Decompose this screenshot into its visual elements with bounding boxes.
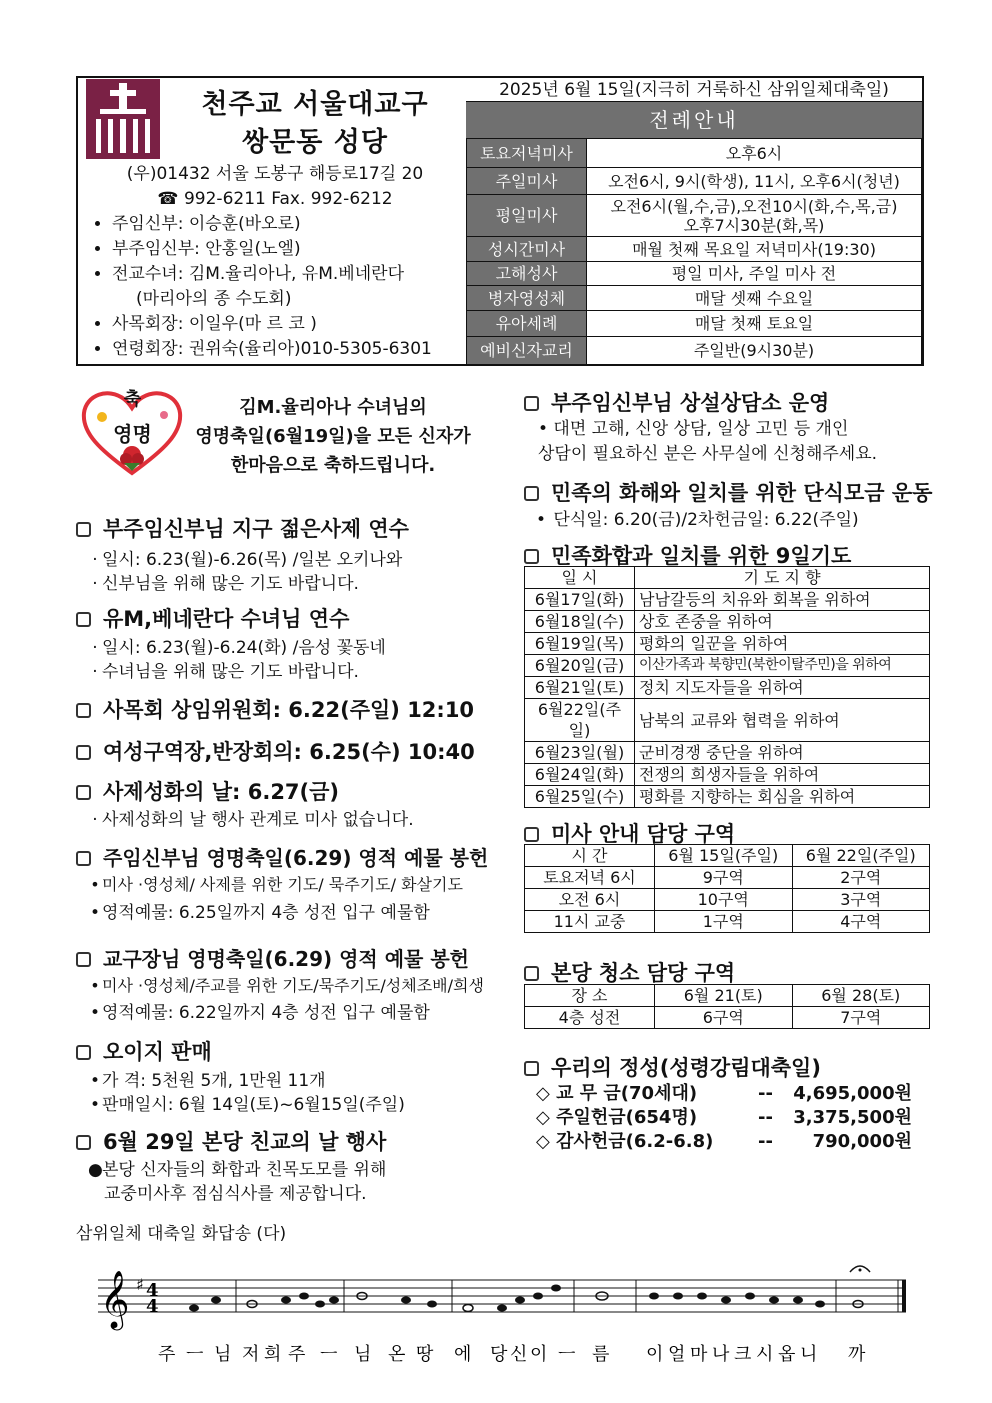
- section-title-text: 미사 안내 담당 구역: [551, 822, 736, 846]
- section-line-text: 신부님을 위해 많은 기도 바랍니다.: [102, 574, 359, 594]
- section-title-text: 교구장님 영명축일(6.29) 영적 예물 봉헌: [103, 947, 469, 971]
- guide-row: [525, 867, 930, 889]
- offering-label: ◇ 감사헌금(6.2-6.8): [536, 1131, 714, 1152]
- section-line: • 미사 ·영성체/ 사제를 위한 기도/ 묵주기도/ 화살기도: [90, 875, 463, 894]
- section-title-text: 6월 29일 본당 친교의 날 행사: [103, 1130, 387, 1154]
- offering-amount: 4,695,000원: [793, 1083, 912, 1104]
- prayer-row: [525, 589, 930, 611]
- offering-dash: --: [758, 1107, 773, 1128]
- celebration-line: 영명축일(6월19일)을 모든 신자가: [195, 426, 471, 447]
- lyric: ㅡ: [558, 1344, 576, 1365]
- staff-item: • 부주임신부: 안홍일(노엘): [112, 237, 460, 262]
- prayer-row: [525, 699, 930, 742]
- prayer-date: 6월21일(토): [525, 677, 635, 699]
- prayer-row: [525, 655, 930, 677]
- mass-value: 오후6시: [587, 139, 922, 168]
- section-title: [524, 477, 932, 507]
- prayer-intention: 평화를 지향하는 회심을 위하여: [635, 786, 930, 808]
- prayer-intention: 평화의 일꾼을 위하여: [635, 633, 930, 655]
- section-line-text: 사제성화의 날 행사 관계로 미사 없습니다.: [102, 810, 414, 830]
- section-title-text: 부주임신부님 지구 젊은사제 연수: [103, 517, 409, 541]
- clean-header-cell: 6월 21(토): [655, 985, 793, 1007]
- church-name-line2: 쌍문동 성당: [242, 127, 388, 158]
- square-bullet-icon: [76, 522, 91, 537]
- lyric: 신: [510, 1344, 528, 1365]
- mass-label: 주일미사: [467, 168, 587, 195]
- square-bullet-icon: [76, 745, 91, 760]
- section-title-text: 주임신부님 영명축일(6.29) 영적 예물 봉헌: [103, 846, 489, 870]
- mass-row: [467, 337, 922, 365]
- section-line: ●본당 신자들의 화합과 친목도모를 위해: [88, 1160, 387, 1180]
- music-staff-svg: [98, 1260, 908, 1370]
- lyric: ㅡ: [186, 1344, 204, 1365]
- celebration-line: 김M.율리아나 수녀님의: [239, 397, 427, 418]
- section-line: 교중미사후 점심식사를 제공합니다.: [104, 1184, 367, 1204]
- section-line-text: 본당 신자들의 화합과 친목도모를 위해: [102, 1160, 387, 1180]
- mass-row: [467, 286, 922, 311]
- staff-item: • 주임신부: 이승훈(바오로): [112, 212, 460, 237]
- mass-value-line: 오전6시(월,수,금),오전10시(화,수,목,금): [610, 196, 898, 216]
- section-title-text: 사목회 상임위원회: 6.22(주일) 12:10: [103, 698, 475, 722]
- guide-cell: 토요저녁 6시: [525, 867, 655, 889]
- guide-row: [525, 889, 930, 911]
- section-line: · 일시: 6.23(월)-6.24(화) /음성 꽃동네: [92, 638, 386, 658]
- mass-guide-table: [524, 844, 930, 933]
- mass-value: 매달 셋째 수요일: [587, 286, 922, 311]
- prayer-table: [524, 566, 930, 808]
- lyric: 에: [454, 1344, 472, 1365]
- section-title: [76, 943, 469, 972]
- guide-cell: 9구역: [655, 867, 793, 889]
- square-bullet-icon: [76, 1045, 91, 1060]
- lyric: 름: [592, 1344, 610, 1365]
- section-title-text: 민족화합과 일치를 위한 9일기도: [551, 544, 852, 568]
- lyric: ㅡ: [320, 1344, 338, 1365]
- prayer-header-cell: 기 도 지 향: [635, 567, 930, 589]
- staff-item: • 연령회장: 권위숙(율리아)010-5305-6301: [112, 337, 460, 362]
- prayer-intention: 이산가족과 북향민(북한이탈주민)을 위하여: [635, 655, 930, 677]
- square-bullet-icon: [76, 851, 91, 866]
- lyric: 나: [712, 1344, 730, 1365]
- guide-cell: 1구역: [655, 911, 793, 933]
- heart-badge-bottom: 영명: [113, 422, 152, 446]
- svg-text:4: 4: [146, 1296, 159, 1317]
- section-title-text: 부주임신부님 상설상담소 운영: [551, 391, 830, 415]
- section-line-text: 미사 ·영성체/ 사제를 위한 기도/ 묵주기도/ 화살기도: [102, 875, 463, 894]
- section-title: [76, 694, 474, 724]
- lyric: 당: [490, 1344, 508, 1365]
- guide-cell: 10구역: [655, 889, 793, 911]
- square-bullet-icon: [524, 827, 539, 842]
- offering-dash: --: [758, 1131, 773, 1152]
- mass-row: [467, 139, 922, 168]
- section-line: · 일시: 6.23(월)-6.26(목) /일본 오키나와: [92, 550, 403, 570]
- celebration-line: 한마음으로 축하드립니다.: [230, 455, 436, 476]
- square-bullet-icon: [524, 549, 539, 564]
- lyric: 온: [388, 1344, 406, 1365]
- guide-cell: 3구역: [792, 889, 930, 911]
- prayer-date: 6월18일(수): [525, 611, 635, 633]
- square-bullet-icon: [76, 785, 91, 800]
- section-title: [524, 1052, 821, 1082]
- mass-label: 예비신자교리: [467, 337, 587, 365]
- church-address: (우)01432 서울 도봉구 해등로17길 20: [126, 164, 424, 184]
- mass-label: 토요저녁미사: [467, 139, 587, 168]
- mass-value: [587, 195, 922, 237]
- clean-header-cell: 장 소: [525, 985, 655, 1007]
- prayer-row: [525, 611, 930, 633]
- guide-cell: 4구역: [792, 911, 930, 933]
- svg-text:♯: ♯: [136, 1275, 144, 1294]
- prayer-header-row: [525, 567, 930, 589]
- offering-amount: 3,375,500원: [793, 1107, 912, 1128]
- prayer-date: 6월19일(목): [525, 633, 635, 655]
- prayer-row: [525, 742, 930, 764]
- section-line: • 단식일: 6.20(금)/2차헌금일: 6.22(주일): [535, 510, 859, 530]
- mass-row: [467, 237, 922, 262]
- clean-cell: 6구역: [655, 1007, 793, 1029]
- mass-schedule-table: [466, 138, 922, 365]
- section-title-text: 유M,베네란다 수녀님 연수: [103, 607, 350, 631]
- lyric: 저: [242, 1344, 260, 1365]
- section-line-text: 수녀님을 위해 많은 기도 바랍니다.: [102, 662, 359, 682]
- mass-row: [467, 195, 922, 237]
- prayer-intention: 정치 지도자들을 위하여: [635, 677, 930, 699]
- square-bullet-icon: [524, 966, 539, 981]
- section-title: [76, 776, 339, 806]
- prayer-row: [525, 677, 930, 699]
- lyric: 까: [848, 1344, 866, 1365]
- lyric: 이: [646, 1344, 664, 1365]
- prayer-intention: 남남갈등의 치유와 회복을 위하여: [635, 589, 930, 611]
- section-title-text: 우리의 정성(성령강림대축일): [551, 1056, 821, 1080]
- lyric: 님: [214, 1344, 232, 1365]
- section-title: [524, 957, 735, 987]
- lyric: 땅: [416, 1344, 434, 1365]
- section-line-text: 영적예물: 6.25일까지 4층 성전 입구 예물함: [102, 903, 430, 923]
- section-title: [76, 603, 349, 633]
- prayer-date: 6월24일(화): [525, 764, 635, 786]
- guide-cell: 11시 교중: [525, 911, 655, 933]
- mass-row: [467, 311, 922, 337]
- lyric: 크: [734, 1344, 752, 1365]
- mass-label: 성시간미사: [467, 237, 587, 262]
- guide-cell: 오전 6시: [525, 889, 655, 911]
- clean-header-row: [525, 985, 930, 1007]
- section-line: · 사제성화의 날 행사 관계로 미사 없습니다.: [92, 810, 414, 830]
- svg-text:4: 4: [146, 1280, 159, 1301]
- section-line: 상담이 필요하신 분은 사무실에 신청해주세요.: [538, 444, 878, 464]
- lyric: 니: [800, 1344, 818, 1365]
- guide-header-row: [525, 845, 930, 867]
- church-phone: ☎ 992-6211 Fax. 992-6212: [157, 189, 393, 209]
- section-title: [76, 842, 488, 871]
- section-line: • 영적예물: 6.22일까지 4층 성전 입구 예물함: [89, 1003, 430, 1023]
- section-line-text: 일시: 6.23(월)-6.26(목) /일본 오키나와: [102, 550, 403, 570]
- section-line: • 가 격: 5천원 5개, 1만원 11개: [89, 1071, 326, 1091]
- heart-badge: [80, 385, 185, 480]
- music-score: [98, 1260, 908, 1370]
- lyric: 주: [158, 1344, 176, 1365]
- staff-item: • 사목회장: 이일우(마 르 코 ): [112, 312, 460, 337]
- section-line-text: 가 격: 5천원 5개, 1만원 11개: [102, 1071, 326, 1091]
- prayer-intention: 상호 존중을 위하여: [635, 611, 930, 633]
- offering-label: ◇ 주일헌금(654명): [536, 1107, 698, 1128]
- clean-header-cell: 6월 28(토): [792, 985, 930, 1007]
- section-line-text: 판매일시: 6월 14일(토)~6월15일(주일): [102, 1095, 405, 1115]
- offering-amount: 790,000원: [812, 1131, 912, 1152]
- celebration-message: [188, 393, 478, 480]
- section-title-text: 민족의 화해와 일치를 위한 단식모금 운동: [551, 481, 933, 505]
- lyric: 이: [530, 1344, 548, 1365]
- lyric: 마: [690, 1344, 708, 1365]
- section-line: • 영적예물: 6.25일까지 4층 성전 입구 예물함: [89, 903, 430, 923]
- offering-row: [536, 1106, 916, 1130]
- mass-label: 유아세례: [467, 311, 587, 337]
- guide-header-cell: 6월 15일(주일): [655, 845, 793, 867]
- section-title-text: 여성구역장,반장회의: 6.25(수) 10:40: [103, 740, 475, 764]
- square-bullet-icon: [524, 396, 539, 411]
- liturgy-date: 2025년 6월 15일(지극히 거룩하신 삼위일체대축일): [466, 78, 922, 102]
- prayer-date: 6월23일(월): [525, 742, 635, 764]
- offering-dash: --: [758, 1083, 773, 1104]
- prayer-date: 6월20일(금): [525, 655, 635, 677]
- song-title: 삼위일체 대축일 화답송 (다): [76, 1224, 287, 1244]
- staff-item: • 전교수녀: 김M.율리아나, 유M.베네란다: [112, 262, 460, 287]
- section-title-text: 본당 청소 담당 구역: [551, 961, 736, 985]
- guide-header-cell: 6월 22일(주일): [792, 845, 930, 867]
- guide-cell: 2구역: [792, 867, 930, 889]
- church-name: [170, 86, 460, 162]
- svg-text:𝄞: 𝄞: [100, 1270, 130, 1328]
- square-bullet-icon: [76, 952, 91, 967]
- prayer-row: [525, 764, 930, 786]
- prayer-row: [525, 633, 930, 655]
- staff-list: [90, 212, 460, 362]
- mass-value-line: 오후7시30분(화,목): [683, 215, 825, 235]
- section-line-text: 미사 ·영성체/주교를 위한 기도/묵주기도/성체조배/희생: [102, 976, 484, 995]
- section-title-text: 오이지 판매: [103, 1040, 212, 1064]
- clean-row: [525, 1007, 930, 1029]
- square-bullet-icon: [524, 486, 539, 501]
- mass-label: 평일미사: [467, 195, 587, 237]
- church-logo: [86, 79, 160, 159]
- lyric: 시: [756, 1344, 774, 1365]
- offering-label: ◇ 교 무 금(70세대): [536, 1083, 698, 1104]
- clean-cell: 4층 성전: [525, 1007, 655, 1029]
- prayer-date: 6월22일(주일): [525, 699, 635, 742]
- square-bullet-icon: [76, 612, 91, 627]
- lyric: 희: [264, 1344, 282, 1365]
- section-line-text: 일시: 6.23(월)-6.24(화) /음성 꽃동네: [102, 638, 386, 658]
- prayer-row: [525, 786, 930, 808]
- liturgy-title: 전례안내: [466, 102, 922, 138]
- square-bullet-icon: [76, 703, 91, 718]
- mass-value: 오전6시, 9시(학생), 11시, 오후6시(청년): [587, 168, 922, 195]
- section-line: · 수녀님을 위해 많은 기도 바랍니다.: [92, 662, 359, 682]
- section-line: • 미사 ·영성체/주교를 위한 기도/묵주기도/성체조배/희생: [90, 976, 484, 995]
- heart-badge-top: 축: [123, 389, 142, 410]
- prayer-header-cell: 일 시: [525, 567, 635, 589]
- section-title: [76, 1036, 212, 1066]
- prayer-date: 6월25일(수): [525, 786, 635, 808]
- section-title: [524, 387, 829, 417]
- mass-label: 병자영성체: [467, 286, 587, 311]
- prayer-intention: 군비경쟁 중단을 위하여: [635, 742, 930, 764]
- mass-row: [467, 262, 922, 286]
- section-line-text: 영적예물: 6.22일까지 4층 성전 입구 예물함: [102, 1003, 430, 1023]
- offering-row: [536, 1082, 916, 1106]
- clean-cell: 7구역: [792, 1007, 930, 1029]
- guide-header-cell: 시 간: [525, 845, 655, 867]
- guide-row: [525, 911, 930, 933]
- section-line: · 신부님을 위해 많은 기도 바랍니다.: [92, 574, 359, 594]
- song-lyrics: [158, 1344, 866, 1365]
- staff-sub-note: (마리아의 종 수도회): [136, 289, 292, 309]
- section-title: [76, 1126, 386, 1156]
- offerings-list: [536, 1082, 916, 1154]
- prayer-intention: 전쟁의 희생자들을 위하여: [635, 764, 930, 786]
- section-title: [76, 736, 475, 766]
- lyric: 주: [288, 1344, 306, 1365]
- mass-value: 주일반(9시30분): [587, 337, 922, 365]
- section-title-text: 사제성화의 날: 6.27(금): [103, 780, 340, 804]
- section-title: [76, 513, 409, 543]
- section-line: • 판매일시: 6월 14일(토)~6월15일(주일): [89, 1095, 405, 1115]
- lyric: 얼: [668, 1344, 686, 1365]
- mass-value: 평일 미사, 주일 미사 전: [587, 262, 922, 286]
- square-bullet-icon: [76, 1135, 91, 1150]
- lyric: 님: [354, 1344, 372, 1365]
- mass-value: 매월 첫째 목요일 저녁미사(19:30): [587, 237, 922, 262]
- lyric: 옵: [778, 1344, 796, 1365]
- cleaning-table: [524, 984, 930, 1029]
- square-bullet-icon: [524, 1061, 539, 1076]
- church-info: [90, 162, 460, 362]
- section-line: • 대면 고해, 신앙 상담, 일상 고민 등 개인: [538, 419, 849, 439]
- prayer-date: 6월17일(화): [525, 589, 635, 611]
- mass-value: 매달 첫째 토요일: [587, 311, 922, 337]
- section-line-text: 단식일: 6.20(금)/2차헌금일: 6.22(주일): [553, 510, 859, 530]
- church-name-line1: 천주교 서울대교구: [201, 89, 429, 120]
- offering-row: [536, 1130, 916, 1154]
- mass-label: 고해성사: [467, 262, 587, 286]
- prayer-intention: 남북의 교류와 협력을 위하여: [635, 699, 930, 742]
- mass-row: [467, 168, 922, 195]
